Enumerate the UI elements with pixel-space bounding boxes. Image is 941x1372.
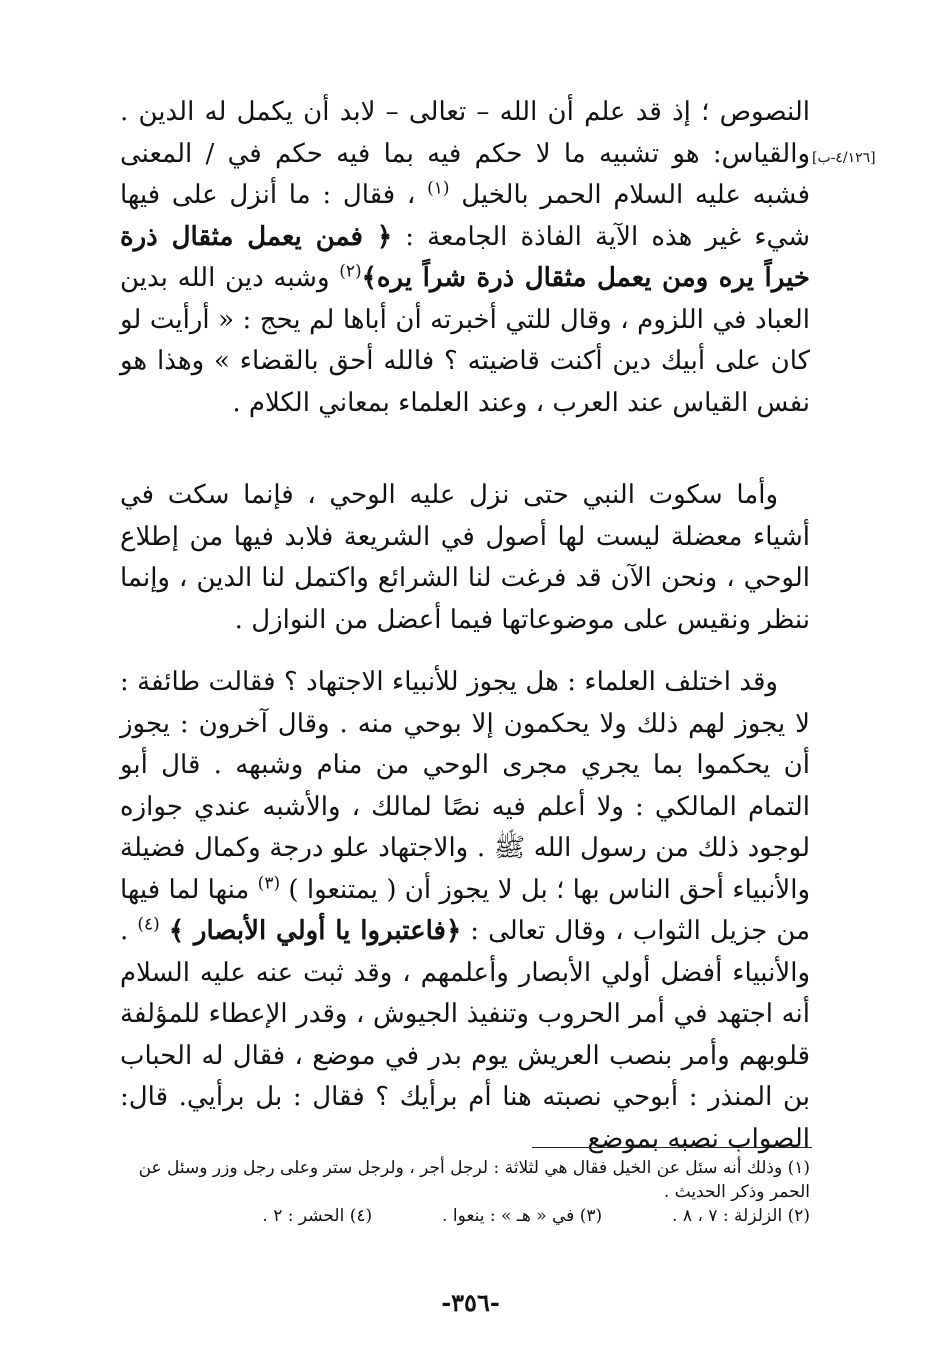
footnote-4: (٤) الحشر : ٢ . [262,1206,373,1226]
paragraph-1-sentence-1: النصوص ؛ إذ قد علم أن الله – تعالى – لابد أن يكمل له الدين . [120,97,810,127]
paragraph-3-sentence-3: . والأنبياء أفضل أولي الأبصار وأعلمهم ، وقد ثبت عنه عليه السلام أنه اجتهد في أمر الحروب وتنفيذ الجيوش ، وقدر الإعطاء للمؤلفة قلوبهم وأمر بنصب العريش يوم بدر في موضع ، فقال له الحباب بن المنذر : أبوحي نصبته هنا أم برأيك ؟ فقال : بل برأيي. قال: الصواب نصبه بموضع [120,916,810,1154]
footnote-marker-4: (٤) [137,914,160,935]
footnotes [130,1156,810,1228]
quran-verse-zalzalah: ﴿ فمن يعمل مثقال ذرة خيراً يره ومن يعمل مثقال ذرة شراً يره﴾ [120,221,810,293]
paragraph-1-sentence-2: والقياس: هو تشبيه ما لا حكم فيه بما فيه حكم في / المعنى فشبه عليه السلام الحمر بالخيل [120,138,811,210]
paragraph-3-sentence-2: منها لما فيها من جزيل الثواب ، وقال تعالى : [120,874,811,946]
footnote-marker-1: (١) [427,178,450,199]
footnote-marker-2: (٢) [339,261,362,282]
footnote-3: (٣) في « هـ » : ينعوا . [442,1206,603,1226]
footnote-2: (٢) الزلزلة : ٧ ، ٨ . [672,1206,810,1226]
paragraph-2-text: وأما سكوت النبي حتى نزل عليه الوحي ، فإنما سكت في أشياء معضلة ليست لها أصول في الشريعة فلابد فيها من إطلاع الوحي ، ونحن الآن قد فرغت لنا الشرائع واكتمل لنا الدين ، وإنما ننظر ونقيس على موضوعاتها فيما أعضل من النوازل . [120,480,810,635]
paragraph-3-sentence-1: وقد اختلف العلماء : هل يجوز للأنبياء الاجتهاد ؟ فقالت طائفة : لا يجوز لهم ذلك ولا يحكمون إلا بوحي منه . وقال آخرون : يجوز أن يحكموا بما يجري مجرى الوحي من منام وشبهه . قال أبو التمام المالكي : ولا أعلم فيه نصًا لمالك ، والأشبه عندي جوازه لوجود ذلك من رسول الله ﷺ . والاجتهاد علو درجة وكمال فضيلة والأنبياء أحق الناس بها ؛ بل لا يجوز أن ( يمتنعوا ) [120,667,811,905]
footnote-1: (١) وذلك أنه سئل عن الخيل فقال هي لثلاثة : لرجل أجر ، ولرجل ستر وعلى رجل وزر وسئل عن الحمر وذكر الحديث . [138,1158,810,1202]
margin-manuscript-reference: [٤/١٢٦-ب] [812,150,876,166]
paragraph-1-sentence-4: وشبه دين الله بدين العباد في اللزوم ، وقال للتي أخبرته أن أباها لم يحج : « أرأيت لو كان على أبيك دين أكنت قاضيته ؟ فالله أحق بالقضاء » وهذا هو نفس القياس عند العرب ، وعند العلماء بمعاني الكلام . [120,263,810,418]
paragraph-2 [120,475,810,641]
paragraph-3 [120,662,810,1160]
page-number: -٣٥٦- [441,1288,500,1317]
paragraph-1-sentence-3: ، فقال : ما أنزل على فيها شيء غير هذه الآية الفاذة الجامعة : [120,180,811,252]
quran-verse-hashr: ﴿فاعتبروا يا أولي الأبصار ﴾ [168,916,462,946]
paragraph-1 [120,92,810,424]
footnote-separator [532,1147,812,1148]
footnotes-row [130,1204,810,1228]
footnote-marker-3: (٣) [257,872,281,893]
